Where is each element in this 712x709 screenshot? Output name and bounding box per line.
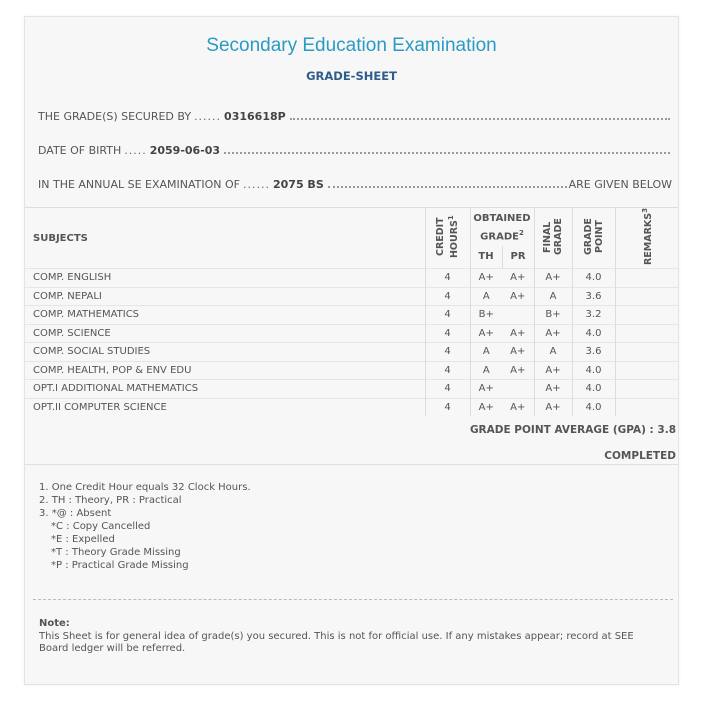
credit-cell: 4 xyxy=(425,306,470,325)
header-remarks-label: REMARKS xyxy=(642,212,654,266)
legend-item: 3. *@ : Absent xyxy=(39,508,112,519)
remarks-cell xyxy=(615,287,678,306)
table-row xyxy=(25,398,678,416)
table-row xyxy=(25,269,678,288)
legend-subitem: *E : Expelled xyxy=(51,534,115,545)
exam-line xyxy=(38,175,672,191)
remarks-cell xyxy=(615,398,678,416)
table-row xyxy=(25,306,678,325)
table-row xyxy=(25,287,678,306)
table-row xyxy=(25,380,678,399)
pr-grade-cell xyxy=(502,380,534,399)
secured-by-line xyxy=(38,107,672,123)
pr-grade-cell: A+ xyxy=(502,398,534,416)
remarks-cell xyxy=(615,361,678,380)
credit-cell: 4 xyxy=(425,269,470,288)
header-grade-point-label: GRADE POINT xyxy=(582,218,605,255)
th-grade-cell: A+ xyxy=(470,324,502,343)
th-grade-cell: A+ xyxy=(470,398,502,416)
pr-grade-cell: A+ xyxy=(502,361,534,380)
dob-value: 2059-06-03 xyxy=(149,144,221,157)
subject-cell: COMP. SCIENCE xyxy=(25,324,425,343)
dot-leader: ..... xyxy=(124,144,147,157)
legend-subitem: *P : Practical Grade Missing xyxy=(51,560,189,571)
final-grade-cell: A+ xyxy=(534,324,572,343)
header-credit-hours-label: CREDIT HOURS xyxy=(434,217,461,258)
subject-cell: COMP. MATHEMATICS xyxy=(25,306,425,325)
grade-point-cell: 4.0 xyxy=(572,324,615,343)
pr-grade-cell: A+ xyxy=(502,324,534,343)
grade-point-cell: 3.6 xyxy=(572,287,615,306)
credit-cell: 4 xyxy=(425,398,470,416)
dot-leader xyxy=(224,152,670,154)
header-remarks xyxy=(615,208,678,269)
grade-point-cell: 4.0 xyxy=(572,269,615,288)
grade-point-cell: 4.0 xyxy=(572,361,615,380)
credit-cell: 4 xyxy=(425,380,470,399)
secured-by-label: THE GRADE(S) SECURED BY xyxy=(38,110,192,123)
table-row xyxy=(25,343,678,362)
th-grade-cell: A xyxy=(470,287,502,306)
remarks-cell xyxy=(615,324,678,343)
legend-item: 2. TH : Theory, PR : Practical xyxy=(39,495,182,506)
remarks-cell xyxy=(615,306,678,325)
legend-item: 1. One Credit Hour equals 32 Clock Hours. xyxy=(39,482,251,493)
header-obtained-sup: 2 xyxy=(518,228,524,237)
th-grade-cell: A xyxy=(470,343,502,362)
exam-label: IN THE ANNUAL SE EXAMINATION OF xyxy=(38,178,240,191)
grade-point-cell: 4.0 xyxy=(572,380,615,399)
pr-grade-cell: A+ xyxy=(502,269,534,288)
pr-grade-cell: A+ xyxy=(502,343,534,362)
final-grade-cell: A+ xyxy=(534,269,572,288)
th-grade-cell: B+ xyxy=(470,306,502,325)
final-grade-cell: A+ xyxy=(534,398,572,416)
note-title: Note: xyxy=(39,618,70,629)
dob-line xyxy=(38,141,672,157)
subject-cell: COMP. HEALTH, POP & ENV EDU xyxy=(25,361,425,380)
header-obtained-grade-label: OBTAINED GRADE xyxy=(473,212,531,243)
grades-table xyxy=(25,207,678,416)
final-grade-cell: A+ xyxy=(534,361,572,380)
grade-point-cell: 3.2 xyxy=(572,306,615,325)
final-grade-cell: A+ xyxy=(534,380,572,399)
remarks-cell xyxy=(615,380,678,399)
dot-leader xyxy=(328,186,567,188)
subject-cell: COMP. NEPALI xyxy=(25,287,425,306)
grade-point-cell: 4.0 xyxy=(572,398,615,416)
pr-grade-cell xyxy=(502,306,534,325)
exam-year: 2075 BS xyxy=(272,178,324,191)
th-grade-cell: A xyxy=(470,361,502,380)
subject-cell: COMP. ENGLISH xyxy=(25,269,425,288)
note-text: This Sheet is for general idea of grade(s) you secured. This is not for official use. If any mistakes appear; record at SEE Board ledger will be referred. xyxy=(39,631,634,654)
pr-grade-cell: A+ xyxy=(502,287,534,306)
table-row xyxy=(25,361,678,380)
dashed-divider xyxy=(33,599,673,600)
table-row xyxy=(25,324,678,343)
final-grade-cell: A xyxy=(534,287,572,306)
credit-cell: 4 xyxy=(425,361,470,380)
header-pr: PR xyxy=(502,246,534,269)
legend-subitem: *C : Copy Cancelled xyxy=(51,521,151,532)
grade-point-cell: 3.6 xyxy=(572,343,615,362)
credit-cell: 4 xyxy=(425,343,470,362)
dob-label: DATE OF BIRTH xyxy=(38,144,122,157)
remarks-cell xyxy=(615,269,678,288)
header-final-grade xyxy=(534,208,572,269)
exam-tail: ARE GIVEN BELOW xyxy=(568,178,672,191)
dot-leader: ...... xyxy=(243,178,270,191)
header-th: TH xyxy=(470,246,502,269)
grade-sheet-card xyxy=(24,16,679,685)
subject-cell: OPT.I ADDITIONAL MATHEMATICS xyxy=(25,380,425,399)
gpa-summary: GRADE POINT AVERAGE (GPA) : 3.8 xyxy=(469,424,676,436)
header-credit-hours xyxy=(425,208,470,269)
symbol-number: 0316618P xyxy=(224,110,286,123)
th-grade-cell: A+ xyxy=(470,380,502,399)
divider xyxy=(25,464,678,465)
dot-leader: ...... xyxy=(194,110,222,123)
header-obtained-grade xyxy=(470,208,534,246)
legend-subitem: *T : Theory Grade Missing xyxy=(51,547,181,558)
final-grade-cell: A xyxy=(534,343,572,362)
result-status: COMPLETED xyxy=(604,450,676,462)
dot-leader xyxy=(290,118,670,120)
header-final-grade-label: FINAL GRADE xyxy=(542,218,564,255)
credit-cell: 4 xyxy=(425,324,470,343)
subject-cell: COMP. SOCIAL STUDIES xyxy=(25,343,425,362)
th-grade-cell: A+ xyxy=(470,269,502,288)
page-subtitle: GRADE-SHEET xyxy=(306,69,397,83)
page-title: Secondary Education Examination xyxy=(206,35,497,56)
final-grade-cell: B+ xyxy=(534,306,572,325)
header-credit-sup: 1 xyxy=(446,215,455,220)
header-grade-point xyxy=(572,208,615,269)
subject-cell: OPT.II COMPUTER SCIENCE xyxy=(25,398,425,416)
legend xyxy=(39,481,251,572)
header-remarks-sup: 3 xyxy=(640,208,649,213)
credit-cell: 4 xyxy=(425,287,470,306)
header-subjects: SUBJECTS xyxy=(25,208,425,269)
remarks-cell xyxy=(615,343,678,362)
